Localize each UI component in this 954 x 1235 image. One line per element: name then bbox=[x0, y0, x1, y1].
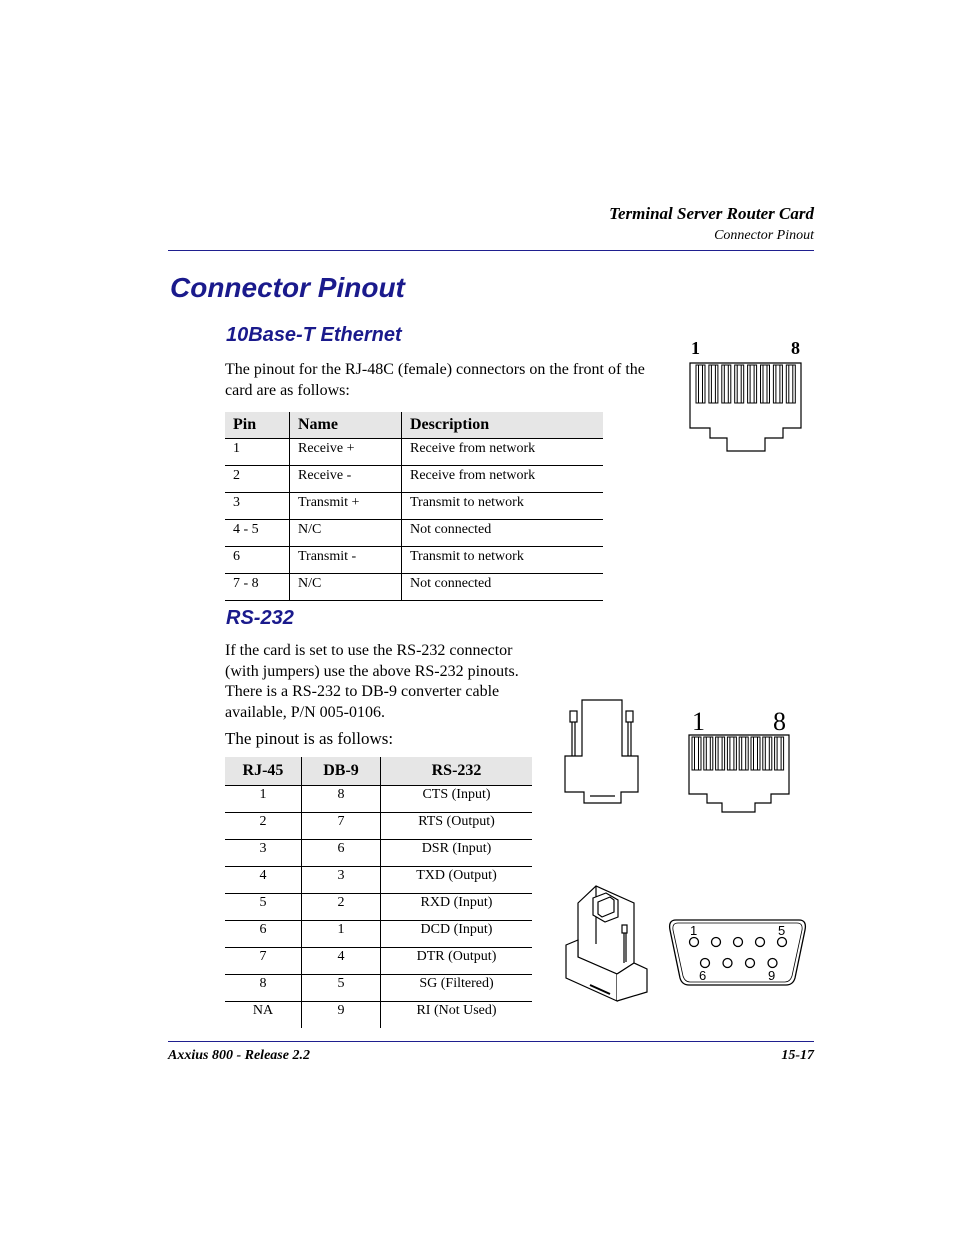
footer-product: Axxius 800 - Release 2.2 bbox=[168, 1048, 310, 1063]
db9-shell-outline bbox=[670, 920, 806, 985]
footer-rule bbox=[168, 1041, 814, 1042]
page-title: Connector Pinout bbox=[170, 272, 405, 303]
db9-pin bbox=[701, 959, 710, 968]
table-cell: 2 bbox=[302, 894, 381, 921]
table-row bbox=[225, 975, 532, 1002]
page-number: 15-17 bbox=[781, 1048, 814, 1063]
table-cell: 8 bbox=[225, 975, 302, 1002]
table-cell: Transmit to network bbox=[402, 547, 604, 574]
table-cell: 6 bbox=[225, 547, 290, 574]
table-cell: CTS (Input) bbox=[381, 786, 533, 813]
table-cell: Transmit + bbox=[290, 493, 402, 520]
contact-pin bbox=[773, 365, 782, 403]
table-cell: 8 bbox=[302, 786, 381, 813]
table-row bbox=[225, 466, 603, 493]
contact-pin bbox=[751, 737, 760, 770]
db9-pin-label-9: 9 bbox=[768, 968, 776, 983]
table-cell: DCD (Input) bbox=[381, 921, 533, 948]
contact-pin bbox=[775, 737, 784, 770]
table-header-row bbox=[225, 412, 603, 439]
table-row bbox=[225, 948, 532, 975]
contact-pin bbox=[742, 737, 746, 770]
table-cell: N/C bbox=[290, 520, 402, 547]
contact-pin bbox=[699, 365, 703, 403]
table-cell: RI (Not Used) bbox=[381, 1002, 533, 1029]
table-cell: 4 bbox=[225, 867, 302, 894]
db9-adapter-isometric-view bbox=[566, 886, 647, 1001]
contact-pin bbox=[706, 737, 710, 770]
pin-label-1: 1 bbox=[692, 707, 705, 736]
contact-pin bbox=[750, 365, 754, 403]
db9-pin bbox=[746, 959, 755, 968]
table-cell: 3 bbox=[225, 840, 302, 867]
contact-pin bbox=[776, 365, 780, 403]
rs232-intro: If the card is set to use the RS-232 connector (with jumpers) use the above RS-232 pinouts. There is a RS-232 to DB-9 converter cable available, P/N 005-0106. bbox=[225, 642, 519, 721]
contact-pin bbox=[735, 365, 744, 403]
table-cell: Transmit to network bbox=[402, 493, 604, 520]
db9-pin bbox=[712, 938, 721, 947]
contact-pin bbox=[737, 365, 741, 403]
pin-label-1: 1 bbox=[691, 338, 700, 358]
table-row bbox=[225, 493, 603, 520]
db9-pin bbox=[778, 938, 787, 947]
db9-pin bbox=[723, 959, 732, 968]
contact-pin bbox=[724, 365, 728, 403]
table-cell: Receive from network bbox=[402, 439, 604, 466]
db9-pin bbox=[756, 938, 765, 947]
table-cell: 5 bbox=[302, 975, 381, 1002]
db9-adapter-side-view bbox=[565, 700, 638, 803]
contact-pin bbox=[786, 365, 795, 403]
table-cell: 7 bbox=[225, 948, 302, 975]
table-cell: 4 - 5 bbox=[225, 520, 290, 547]
contact-pin bbox=[739, 737, 748, 770]
contact-pin bbox=[709, 365, 718, 403]
table-row bbox=[225, 867, 532, 894]
ethernet-intro: The pinout for the RJ-48C (female) connectors on the front of the card are as follows: bbox=[225, 361, 645, 399]
contact-pin bbox=[730, 737, 734, 770]
table-cell: DTR (Output) bbox=[381, 948, 533, 975]
table-cell: 3 bbox=[302, 867, 381, 894]
contact-pin bbox=[763, 365, 767, 403]
contact-pin bbox=[763, 737, 772, 770]
table-cell: 2 bbox=[225, 813, 302, 840]
rs232-heading: RS-232 bbox=[226, 607, 294, 629]
contact-pin bbox=[711, 365, 715, 403]
table-cell: 9 bbox=[302, 1002, 381, 1029]
contact-pin bbox=[761, 365, 770, 403]
table-row bbox=[225, 786, 532, 813]
table-row bbox=[225, 547, 603, 574]
header-rule bbox=[168, 250, 814, 251]
rs232-pinout-table bbox=[225, 757, 532, 1028]
column-header: Name bbox=[290, 412, 402, 439]
table-cell: NA bbox=[225, 1002, 302, 1029]
contact-pin bbox=[765, 737, 769, 770]
contact-pin bbox=[722, 365, 731, 403]
column-header: DB-9 bbox=[302, 757, 381, 786]
table-cell: 1 bbox=[225, 786, 302, 813]
table-row bbox=[225, 1002, 532, 1029]
contact-pin bbox=[718, 737, 722, 770]
db9-pin-label-1: 1 bbox=[690, 923, 698, 938]
table-row bbox=[225, 813, 532, 840]
contact-pin bbox=[789, 365, 793, 403]
contact-pin bbox=[754, 737, 758, 770]
column-header: Description bbox=[402, 412, 604, 439]
running-header-title: Terminal Server Router Card bbox=[609, 204, 814, 223]
contact-pin bbox=[716, 737, 725, 770]
table-cell: 7 bbox=[302, 813, 381, 840]
db9-pin-label-6: 6 bbox=[699, 968, 707, 983]
contact-pins bbox=[692, 737, 784, 770]
db9-pin-label-5: 5 bbox=[778, 923, 786, 938]
table-cell: 7 - 8 bbox=[225, 574, 290, 601]
column-header: Pin bbox=[225, 412, 290, 439]
table-cell: 1 bbox=[225, 439, 290, 466]
table-cell: RTS (Output) bbox=[381, 813, 533, 840]
table-cell: DSR (Input) bbox=[381, 840, 533, 867]
column-header: RS-232 bbox=[381, 757, 533, 786]
table-cell: Not connected bbox=[402, 520, 604, 547]
table-cell: 6 bbox=[302, 840, 381, 867]
table-header-row bbox=[225, 757, 532, 786]
table-cell: 2 bbox=[225, 466, 290, 493]
table-cell: 1 bbox=[302, 921, 381, 948]
pin-label-8: 8 bbox=[773, 707, 786, 736]
table-cell: 4 bbox=[302, 948, 381, 975]
table-row bbox=[225, 894, 532, 921]
contact-pin bbox=[748, 365, 757, 403]
ethernet-heading: 10Base-T Ethernet bbox=[226, 324, 402, 346]
column-header: RJ-45 bbox=[225, 757, 302, 786]
running-header-subtitle: Connector Pinout bbox=[714, 228, 814, 243]
table-cell: SG (Filtered) bbox=[381, 975, 533, 1002]
contact-pin bbox=[696, 365, 705, 403]
table-cell: 5 bbox=[225, 894, 302, 921]
contact-pins bbox=[696, 365, 795, 403]
table-cell: Receive + bbox=[290, 439, 402, 466]
table-row bbox=[225, 921, 532, 948]
table-cell: 6 bbox=[225, 921, 302, 948]
db9-pin bbox=[690, 938, 699, 947]
table-cell: TXD (Output) bbox=[381, 867, 533, 894]
contact-pin bbox=[727, 737, 736, 770]
table-cell: Receive - bbox=[290, 466, 402, 493]
table-row bbox=[225, 439, 603, 466]
rs232-intro-followup: The pinout is as follows: bbox=[225, 729, 394, 748]
table-row bbox=[225, 520, 603, 547]
rj45-jack-outline bbox=[689, 735, 789, 812]
table-cell: 3 bbox=[225, 493, 290, 520]
table-cell: RXD (Input) bbox=[381, 894, 533, 921]
contact-pin bbox=[777, 737, 781, 770]
pin-label-8: 8 bbox=[791, 338, 800, 358]
table-row bbox=[225, 840, 532, 867]
contact-pin bbox=[704, 737, 713, 770]
table-cell: Not connected bbox=[402, 574, 604, 601]
table-row bbox=[225, 574, 603, 601]
ethernet-pinout-table bbox=[225, 412, 603, 601]
contact-pin bbox=[692, 737, 701, 770]
db9-pins bbox=[690, 938, 787, 968]
db9-pin bbox=[768, 959, 777, 968]
table-cell: Transmit - bbox=[290, 547, 402, 574]
contact-pin bbox=[695, 737, 699, 770]
db9-pin bbox=[734, 938, 743, 947]
table-cell: Receive from network bbox=[402, 466, 604, 493]
table-cell: N/C bbox=[290, 574, 402, 601]
